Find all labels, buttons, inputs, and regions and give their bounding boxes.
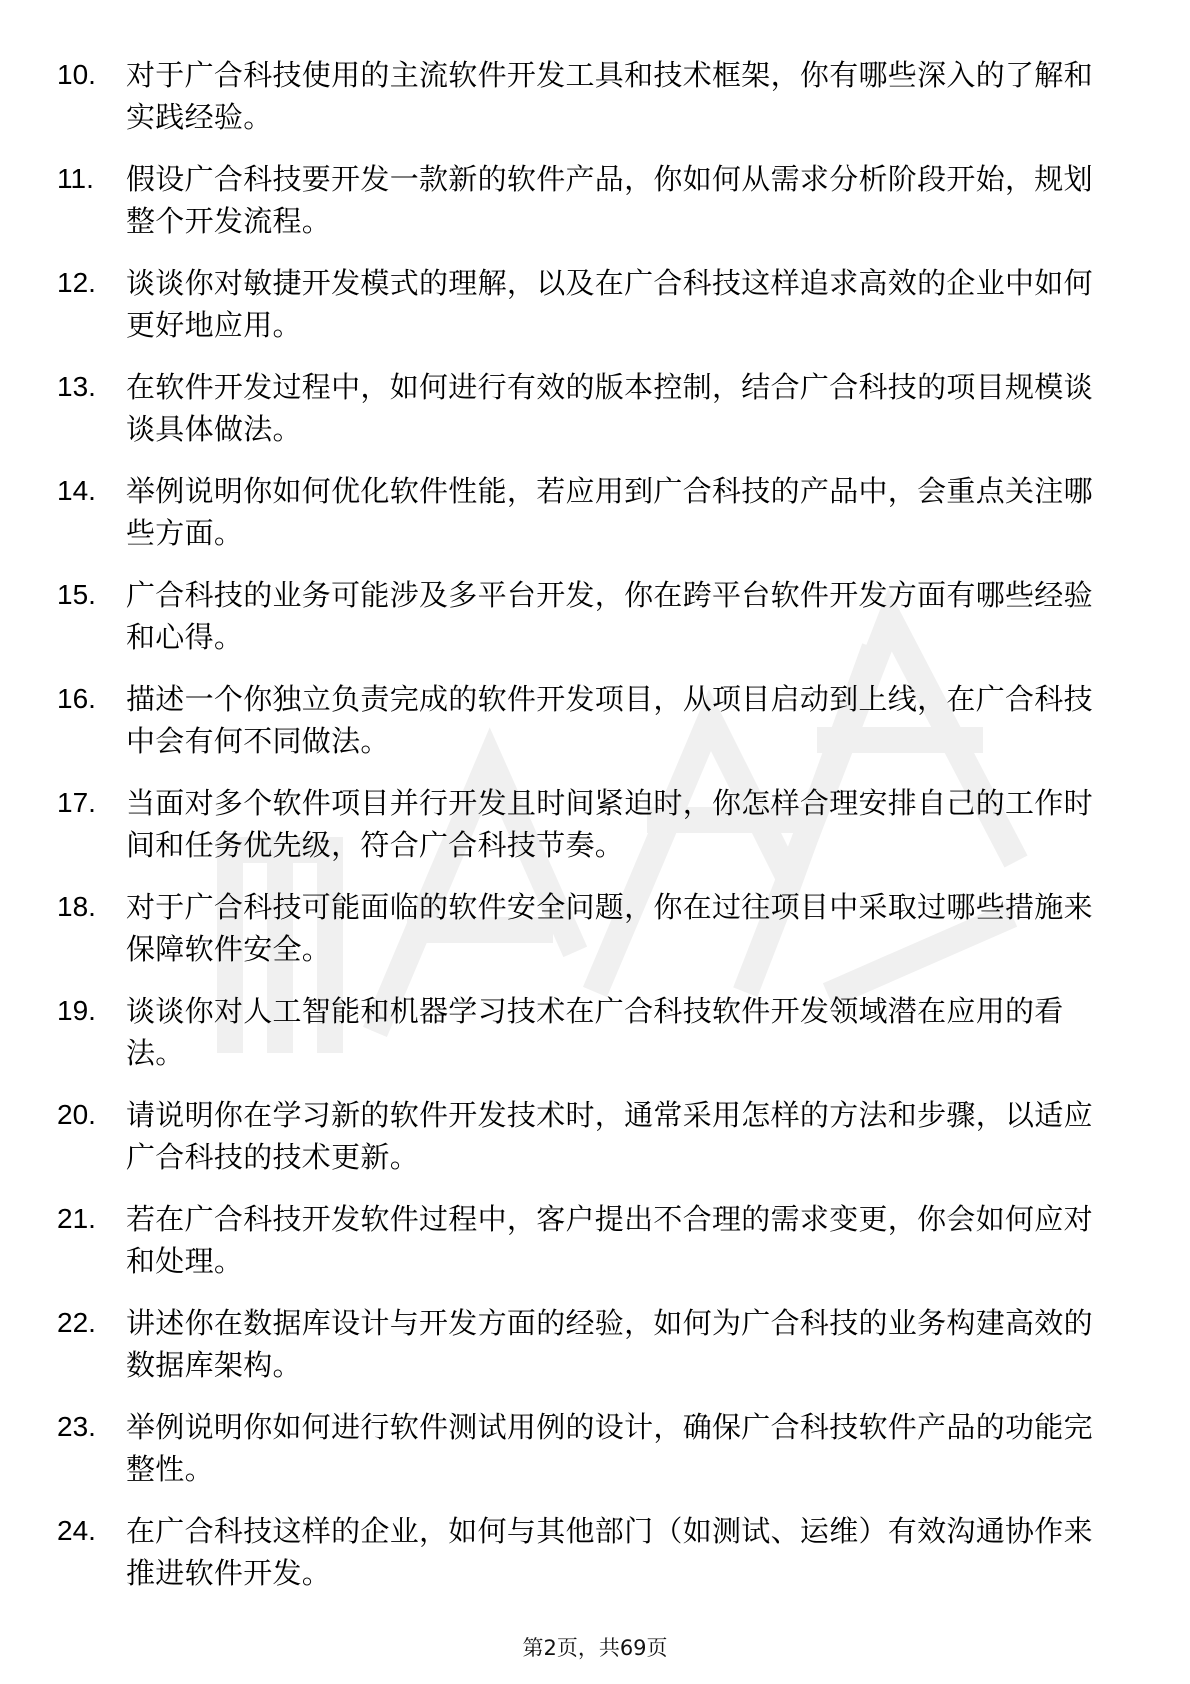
question-number: 11. bbox=[57, 163, 94, 194]
question-number: 10. bbox=[57, 59, 96, 90]
question-number: 24. bbox=[57, 1515, 96, 1546]
question-number: 22. bbox=[57, 1307, 96, 1338]
question-text: 谈谈你对人工智能和机器学习技术在广合科技软件开发领域潜在应用的看法。 bbox=[126, 994, 1064, 1070]
question-number: 19. bbox=[57, 995, 96, 1026]
question-text: 请说明你在学习新的软件开发技术时，通常采用怎样的方法和步骤，以适应广合科技的技术更新。 bbox=[126, 1098, 1093, 1174]
list-item bbox=[0, 152, 1190, 256]
question-number: 21. bbox=[57, 1203, 96, 1234]
question-number: 15. bbox=[57, 579, 96, 610]
question-list bbox=[0, 48, 1190, 1608]
list-item bbox=[0, 1296, 1190, 1400]
question-number: 23. bbox=[57, 1411, 96, 1442]
question-number: 16. bbox=[57, 683, 96, 714]
list-item bbox=[0, 256, 1190, 360]
question-text: 对于广合科技可能面临的软件安全问题，你在过往项目中采取过哪些措施来保障软件安全。 bbox=[126, 890, 1093, 966]
question-text: 讲述你在数据库设计与开发方面的经验，如何为广合科技的业务构建高效的数据库架构。 bbox=[126, 1306, 1093, 1382]
question-text: 举例说明你如何进行软件测试用例的设计，确保广合科技软件产品的功能完整性。 bbox=[126, 1410, 1093, 1486]
list-item bbox=[0, 1400, 1190, 1504]
list-item bbox=[0, 776, 1190, 880]
question-text: 假设广合科技要开发一款新的软件产品，你如何从需求分析阶段开始，规划整个开发流程。 bbox=[126, 162, 1093, 238]
question-text: 当面对多个软件项目并行开发且时间紧迫时，你怎样合理安排自己的工作时间和任务优先级，符合广合科技节奏。 bbox=[126, 786, 1093, 862]
list-item bbox=[0, 672, 1190, 776]
question-text: 若在广合科技开发软件过程中，客户提出不合理的需求变更，你会如何应对和处理。 bbox=[126, 1202, 1093, 1278]
list-item bbox=[0, 48, 1190, 152]
question-number: 18. bbox=[57, 891, 96, 922]
list-item bbox=[0, 1192, 1190, 1296]
question-number: 14. bbox=[57, 475, 96, 506]
question-number: 20. bbox=[57, 1099, 96, 1130]
question-number: 12. bbox=[57, 267, 96, 298]
question-number: 13. bbox=[57, 371, 96, 402]
list-item bbox=[0, 568, 1190, 672]
question-text: 描述一个你独立负责完成的软件开发项目，从项目启动到上线，在广合科技中会有何不同做法。 bbox=[126, 682, 1093, 758]
question-number: 17. bbox=[57, 787, 96, 818]
question-text: 举例说明你如何优化软件性能，若应用到广合科技的产品中，会重点关注哪些方面。 bbox=[126, 474, 1093, 550]
page-number-footer: 第2页，共69页 bbox=[522, 1636, 668, 1660]
question-text: 谈谈你对敏捷开发模式的理解，以及在广合科技这样追求高效的企业中如何更好地应用。 bbox=[126, 266, 1093, 342]
question-text: 广合科技的业务可能涉及多平台开发，你在跨平台软件开发方面有哪些经验和心得。 bbox=[126, 578, 1093, 654]
question-text: 在软件开发过程中，如何进行有效的版本控制，结合广合科技的项目规模谈谈具体做法。 bbox=[126, 370, 1093, 446]
list-item bbox=[0, 1504, 1190, 1608]
list-item bbox=[0, 880, 1190, 984]
list-item bbox=[0, 1088, 1190, 1192]
list-item bbox=[0, 360, 1190, 464]
question-text: 在广合科技这样的企业，如何与其他部门（如测试、运维）有效沟通协作来推进软件开发。 bbox=[126, 1514, 1093, 1590]
list-item bbox=[0, 464, 1190, 568]
list-item bbox=[0, 984, 1190, 1088]
question-text: 对于广合科技使用的主流软件开发工具和技术框架，你有哪些深入的了解和实践经验。 bbox=[126, 58, 1093, 134]
